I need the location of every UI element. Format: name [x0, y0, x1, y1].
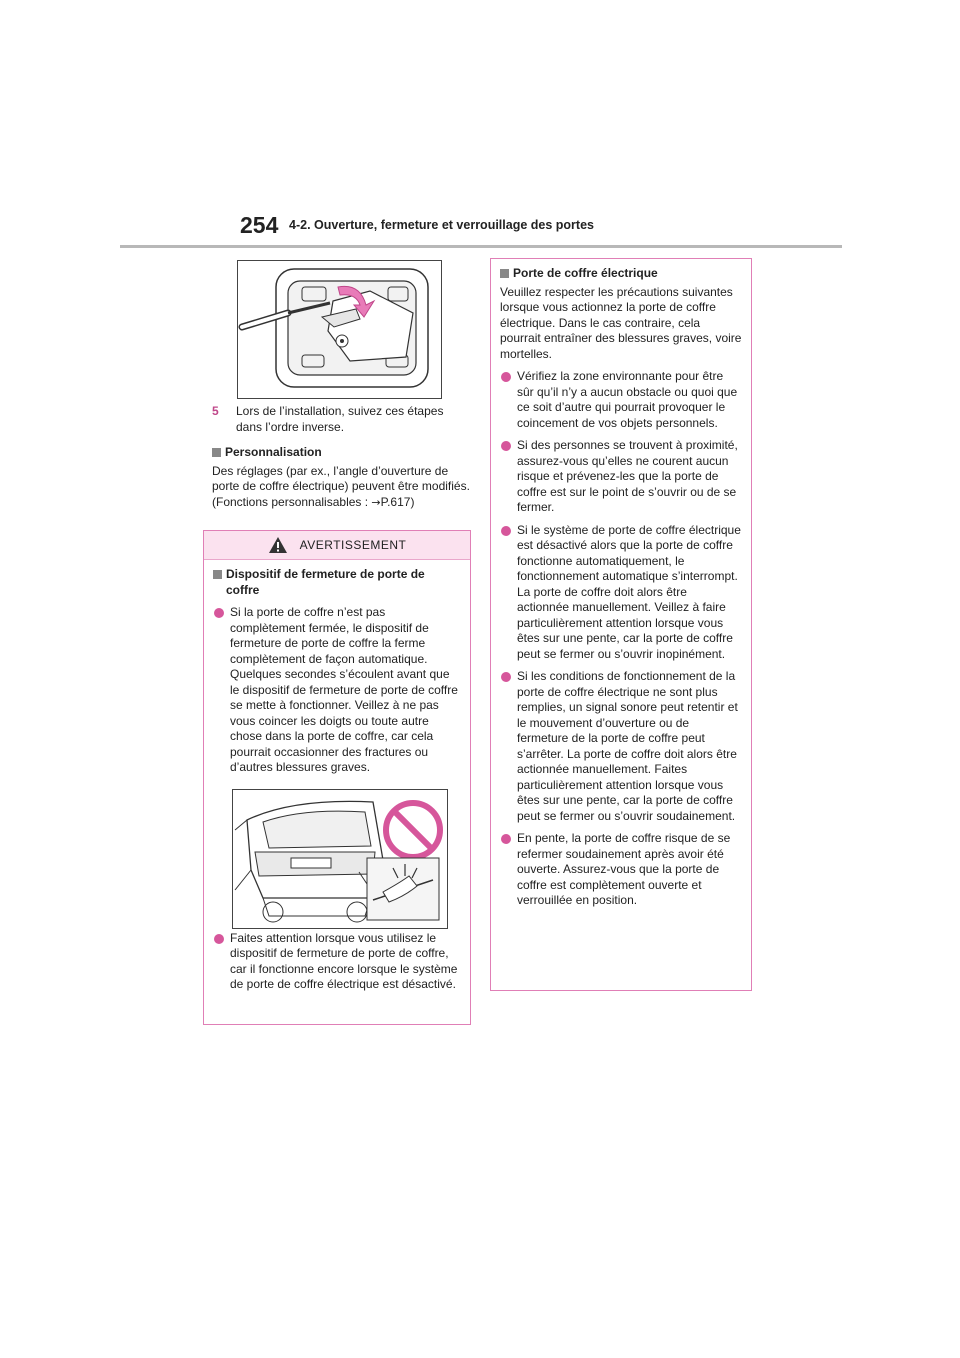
power-door-bullet: En pente, la porte de coffre risque de se refermer soudainement après avoir été ouverte. Assurez-vous que la porte de coffre est complètement ouverte et verrouillée en position. — [500, 831, 742, 909]
square-bullet-icon — [213, 570, 222, 579]
customization-text: Des réglages (par ex., l’angle d’ouverture de porte de coffre électrique) peuvent être modifiés. (Fonctions personnalisables : →P.617) — [212, 463, 470, 509]
square-bullet-icon — [212, 448, 221, 457]
bullet-dot-icon — [501, 834, 511, 844]
page-reference-link[interactable]: P.617) — [380, 494, 415, 509]
power-door-bullet: Si des personnes se trouvent à proximité, assurez-vous qu’elles ne courent aucun risque et prévenez-les que la porte de coffre est sur le point de s’ouvrir ou de se fermer. — [500, 438, 742, 516]
bullet-dot-icon — [501, 672, 511, 682]
power-door-box — [490, 258, 752, 991]
warning-box — [203, 530, 471, 1025]
bullet-dot-icon — [501, 526, 511, 536]
warning-bullet: Faites attention lorsque vous utilisez le dispositif de fermeture de porte de coffre, car il fonctionne encore lorsque le système de porte de coffre électrique est désactivé. — [213, 931, 461, 993]
warning-label: AVERTISSEMENT — [299, 538, 407, 552]
header-divider — [120, 245, 842, 248]
warning-heading: Dispositif de fermeture de porte de coffre — [213, 567, 461, 598]
power-door-intro: Veuillez respecter les précautions suivantes lorsque vous actionnez la porte de coffre électrique. Dans le cas contraire, cela pourrait entraîner des blessures graves, voire mortelles. — [500, 284, 742, 361]
warning-triangle-icon — [268, 536, 288, 554]
bullet-dot-icon — [501, 441, 511, 451]
tailgate-pinch-illustration — [232, 789, 448, 929]
page-number: 254 — [240, 212, 279, 238]
customization-section — [212, 445, 470, 510]
bullet-dot-icon — [501, 372, 511, 382]
warning-bullet: Si la porte de coffre n’est pas complètement fermée, le dispositif de fermeture de porte de coffre la ferme complètement de façon automatique. Quelques secondes s’écoulent avant que le dispositif de fermeture de porte de coffre se mette à fonctionner. Veillez à ne pas vous coincer les doigts ou toute autre chose dans la porte de coffre, car cela pourrait occasionner des fractures ou d’autres blessures graves. — [213, 605, 461, 776]
warning-header — [204, 531, 470, 560]
arrow-right-icon: → — [371, 495, 381, 509]
power-door-bullet: Si les conditions de fonctionnement de la porte de coffre électrique ne sont plus remplies, un signal sonore peut retentir et le mouvement d’ouverture ou de fermeture de la porte de coffre peut s’arrêter. La porte de coffre doit alors être actionnée manuellement. Faites particulièrement attention lorsque vous êtes sur une pente, car la porte de coffre peut se fermer ou s’ouvrir soudainement. — [500, 669, 742, 824]
latch-removal-illustration — [237, 260, 442, 399]
customization-heading: Personnalisation — [212, 445, 470, 461]
step-text: Lors de l’installation, suivez ces étapes dans l’ordre inverse. — [236, 404, 444, 434]
power-door-heading: Porte de coffre électrique — [500, 266, 742, 282]
bullet-dot-icon — [214, 608, 224, 618]
step-5 — [212, 404, 467, 435]
section-title: 4-2. Ouverture, fermeture et verrouillage des portes — [289, 218, 594, 232]
bullet-dot-icon — [214, 934, 224, 944]
square-bullet-icon — [500, 269, 509, 278]
step-number: 5 — [212, 404, 219, 418]
power-door-bullet: Si le système de porte de coffre électrique est désactivé alors que la porte de coffre fonctionne automatiquement, le fonctionnement automatique s’interrompt. La porte de coffre doit alors être actionnée manuellement. Veillez à faire particulièrement attention lorsque vous êtes sur une pente, car la porte de coffre peut se fermer ou s’ouvrir inopinément. — [500, 523, 742, 663]
power-door-bullet: Vérifiez la zone environnante pour être sûr qu’il n’y a aucun obstacle ou quoi que ce soit d’autre qui pourrait provoquer le coincement de vos objets personnels. — [500, 369, 742, 431]
